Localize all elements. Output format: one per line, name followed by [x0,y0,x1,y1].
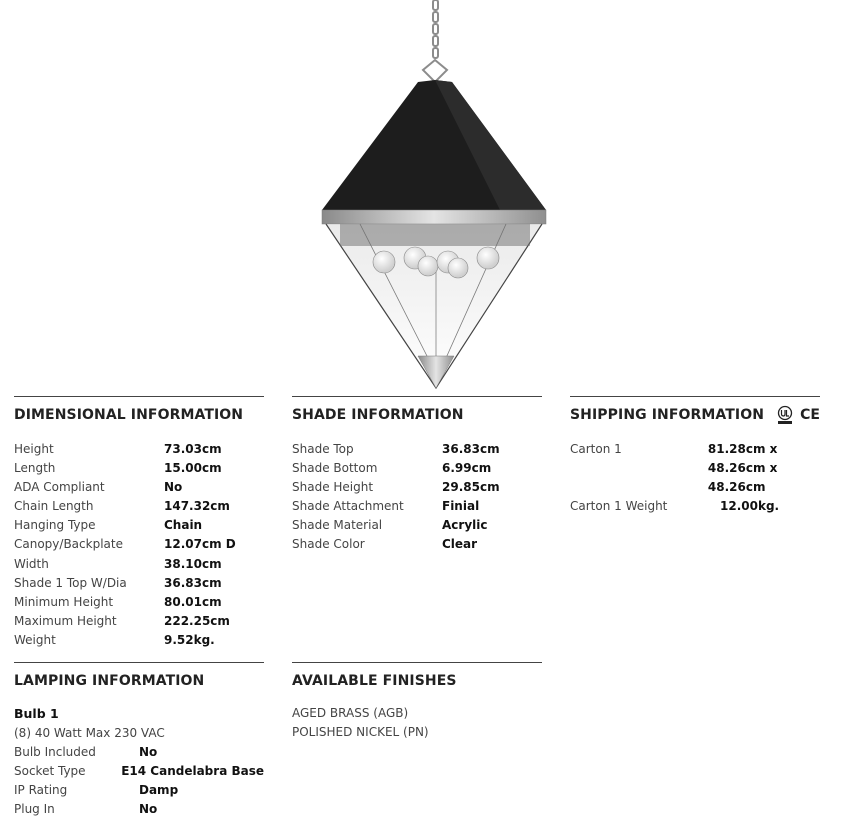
spec-value: No [139,802,158,817]
spec-value: Acrylic [442,518,488,533]
spec-row [292,459,542,478]
spec-row [14,440,264,459]
spec-value: Damp [139,783,179,798]
spec-label: Canopy/Backplate [14,537,123,552]
spec-row [14,516,264,535]
spec-row [292,516,542,535]
dimensional-information-section [14,396,264,650]
bulb-description: (8) 40 Watt Max 230 VAC [14,726,165,740]
spec-label: Carton 1 Weight [570,499,668,513]
spec-row [14,555,264,574]
spec-row [570,497,820,516]
spec-value: 36.83cm [442,442,500,456]
spec-row [14,612,264,631]
section-divider [14,396,264,397]
ce-mark-icon: CE [800,407,821,423]
spec-label: Shade Top [292,442,354,456]
ul-listed-icon [774,405,796,425]
spec-row [14,535,264,554]
spec-row [292,535,542,554]
spec-row [14,762,264,781]
spec-label: Maximum Height [14,613,117,628]
spec-row [14,497,264,516]
spec-row [292,478,542,497]
spec-value: 80.01cm [164,594,222,609]
spec-label: ADA Compliant [14,480,105,495]
spec-value: 9.52kg. [164,632,215,647]
spec-value: No [139,745,158,760]
spec-row [14,631,264,650]
spec-label: Shade Attachment [292,499,404,514]
spec-label: Bulb Included [14,745,96,760]
section-divider [570,396,820,397]
section-title: DIMENSIONAL INFORMATION [14,407,244,423]
spec-value: 38.10cm [164,556,222,571]
section-title: LAMPING INFORMATION [14,673,205,689]
spec-row [14,800,264,819]
spec-value: Clear [442,537,478,552]
spec-value: 6.99cm [442,461,492,476]
spec-label: Shade 1 Top W/Dia [14,575,127,590]
spec-value: No [164,480,183,495]
section-title-text: SHIPPING INFORMATION [570,407,765,423]
bulb-title: Bulb 1 [14,706,59,721]
spec-row [14,459,264,478]
spec-label: Hanging Type [14,518,96,533]
spec-label: Length [14,461,56,476]
spec-row [14,781,264,800]
section-title: AVAILABLE FINISHES [292,673,457,689]
spec-row [570,440,820,497]
spec-value: E14 Candelabra Base [121,764,264,779]
spec-value: Finial [442,499,480,514]
spec-value: 73.03cm [164,442,222,456]
available-finishes-section [292,662,542,742]
spec-label: Shade Color [292,537,365,552]
spec-label: Shade Bottom [292,461,378,476]
spec-row [292,440,542,459]
spec-label: Shade Height [292,480,374,495]
section-divider [292,662,542,663]
pendant-light-image [300,0,560,395]
section-divider [14,662,264,663]
spec-label: Shade Material [292,518,383,533]
spec-row [14,574,264,593]
spec-label: Width [14,556,49,571]
section-title: SHADE INFORMATION [292,407,464,423]
spec-label: IP Rating [14,783,68,798]
spec-label: Minimum Height [14,594,114,609]
spec-value: 29.85cm [442,480,500,495]
section-title [570,404,820,426]
spec-value: 222.25cm [164,613,230,628]
spec-row [14,593,264,612]
section-divider [292,396,542,397]
spec-label: Socket Type [14,764,86,779]
spec-value: 36.83cm [164,575,222,590]
lamping-information-section [14,662,264,819]
spec-label: Weight [14,632,56,647]
spec-value: 12.00kg. [720,499,780,513]
spec-label: Height [14,442,54,456]
spec-row [292,497,542,516]
spec-label: Plug In [14,802,55,817]
spec-row [14,478,264,497]
finish-item: AGED BRASS (AGB) [292,706,409,720]
spec-value: 15.00cm [164,461,222,476]
certification-marks [774,404,820,426]
spec-label: Chain Length [14,499,94,514]
finish-item: POLISHED NICKEL (PN) [292,725,429,739]
spec-value: 81.28cm x 48.26cm x 48.26cm [707,442,778,494]
spec-row [14,743,264,762]
shade-information-section [292,396,542,555]
spec-value: 12.07cm D [164,537,236,552]
shipping-information-section [570,396,820,516]
spec-label: Carton 1 [570,442,622,456]
spec-value: Chain [164,518,203,533]
spec-value: 147.32cm [164,499,230,514]
